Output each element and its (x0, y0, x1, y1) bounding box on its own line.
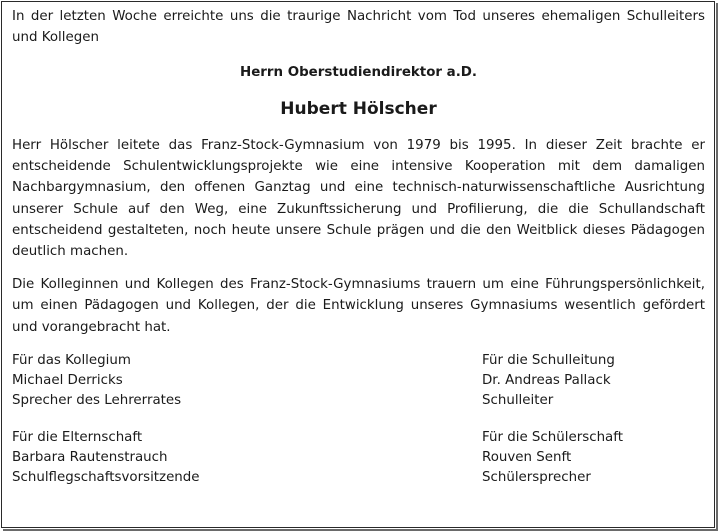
obituary-notice (12, 6, 705, 505)
signature-name: Rouven Senft (482, 449, 572, 465)
signature-block-schulleitung (482, 351, 705, 411)
signature-column-left (12, 351, 482, 505)
deceased-name: Hubert Hölscher (280, 99, 437, 119)
signature-group: Für das Kollegium (12, 352, 131, 368)
signature-group: Für die Elternschaft (12, 429, 143, 445)
signature-role: Schulleiter (482, 392, 554, 408)
signature-role: Schülersprecher (482, 469, 591, 485)
signature-name: Barbara Rautenstrauch (12, 449, 168, 465)
signature-block-elternschaft (12, 428, 482, 488)
signature-role: Schulflegschaftsvorsitzende (12, 469, 200, 485)
honorific-title: Herrn Oberstudiendirektor a.D. (240, 65, 477, 80)
signature-block-kollegium (12, 351, 482, 411)
tribute-paragraph: Herr Hölscher leitete das Franz-Stock-Gymnasium von 1979 bis 1995. In dieser Zeit brachte er entscheidende Schulentwicklungsprojekte wie eine intensive Kooperation mit dem damaligen Nachbargymnasium, den offenen Ganztag und eine technisch-naturwissenschaftliche Ausrichtung unserer Schule auf den Weg, eine Zukunftssicherung und Profilierung, die die Schullandschaft entscheidend gestalteten, noch heute unsere Schule prägen und die den Weitblick dieses Pädagogen deutlich machen. (12, 138, 705, 260)
signature-group: Für die Schulleitung (482, 352, 615, 368)
signature-group: Für die Schülerschaft (482, 429, 623, 445)
mourning-paragraph: Die Kolleginnen und Kollegen des Franz-Stock-Gymnasiums trauern um eine Führungspersönlichkeit, um einen Pädagogen und Kollegen, der die Entwicklung unseres Gymnasiums wesentlich gefördert und vorangebracht hat. (12, 277, 705, 335)
signature-block-schuelerschaft (482, 428, 705, 488)
signature-column-right (482, 351, 705, 505)
signature-role: Sprecher des Lehrerrates (12, 392, 182, 408)
intro-text: In der letzten Woche erreichte uns die traurige Nachricht vom Tod unseres ehemaligen Schulleiters und Kollegen (12, 9, 705, 45)
signature-name: Dr. Andreas Pallack (482, 372, 611, 388)
signature-name: Michael Derricks (12, 372, 123, 388)
signature-section (12, 351, 705, 505)
